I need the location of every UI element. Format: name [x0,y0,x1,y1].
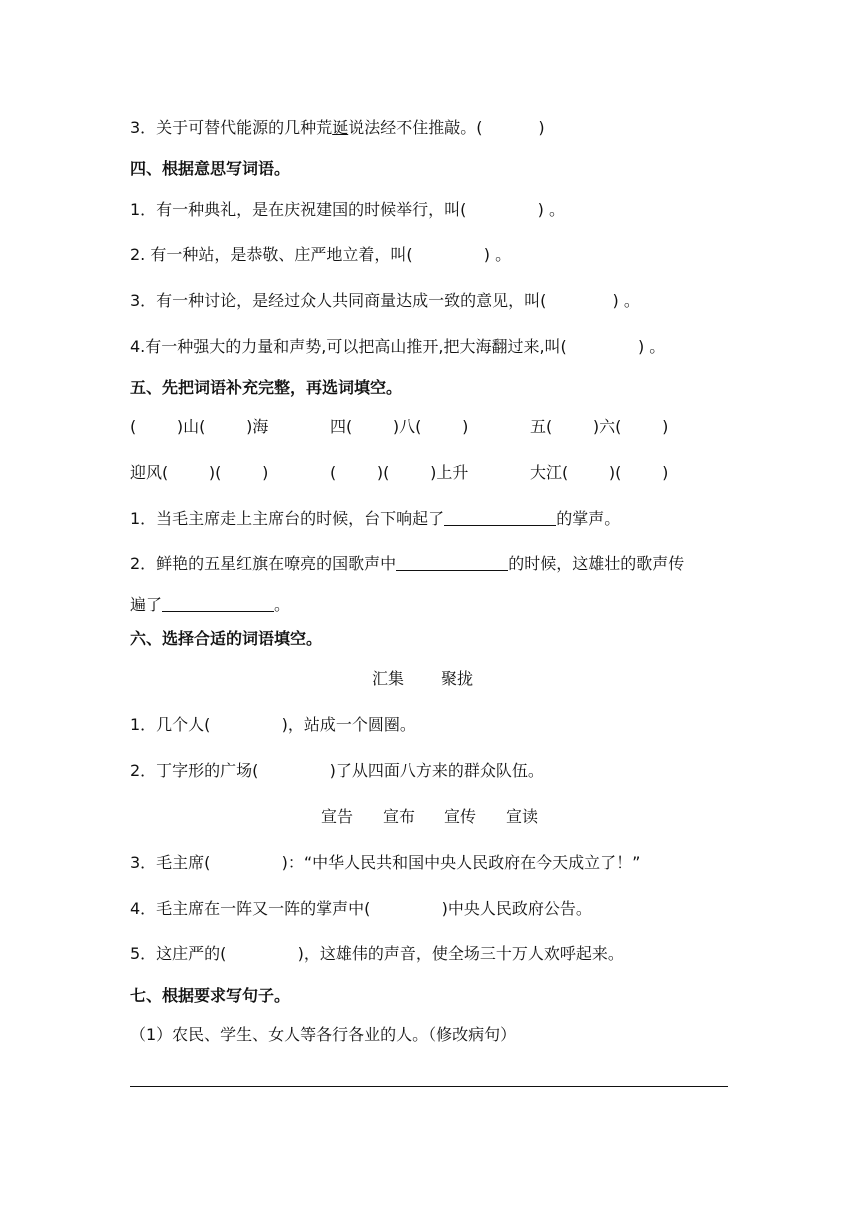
idiom-6: 大江( )( ) [530,463,669,482]
answer-writing-line[interactable] [130,1086,728,1087]
sec5-q1: 1．当毛主席走上主席台的时候，台下响起了 的掌声。 [130,509,621,528]
word-choice-1: 汇集 [372,669,405,688]
sec4-item-4: 4.有一种强大的力量和声势,可以把高山推开,把大海翻过来,叫( ) 。 [130,337,666,356]
answer-blank[interactable] [396,554,508,571]
sec4-item-1: 1．有一种典礼，是在庆祝建国的时候举行，叫( ) 。 [130,200,565,219]
sec6-item-1: 1．几个人( )，站成一个圆圈。 [130,715,416,734]
sec6-item-3: 3．毛主席( )：“中华人民共和国中央人民政府在今天成立了！” [130,853,641,872]
sec4-item-3: 3．有一种讨论，是经过众人共同商量达成一致的意见，叫( ) 。 [130,291,640,310]
word-choice-5: 宣传 [444,807,477,826]
section-5-title: 五、先把词语补充完整，再选词填空。 [130,378,403,397]
section-4-title: 四、根据意思写词语。 [130,159,291,178]
answer-blank[interactable] [444,509,556,526]
idiom-1: ( )山( )海 [130,417,269,436]
word-choice-3: 宣告 [321,807,354,826]
sec7-q1: （1）农民、学生、女人等各行各业的人。（修改病句） [130,1025,517,1044]
answer-blank[interactable] [162,595,274,612]
sec5-q2-cont: 遍了 。 [130,595,291,614]
sec6-item-4: 4．毛主席在一阵又一阵的掌声中( )中央人民政府公告。 [130,899,592,918]
word-choice-4: 宣布 [383,807,416,826]
word-choice-2: 聚拢 [441,669,474,688]
sec6-item-2: 2．丁字形的广场( )了从四面八方来的群众队伍。 [130,761,544,780]
sec5-q2: 2．鲜艳的五星红旗在嘹亮的国歌声中 的时候，这雄壮的歌声传 [130,554,685,573]
section-7-title: 七、根据要求写句子。 [130,986,291,1005]
idiom-5: ( )( )上升 [330,463,469,482]
section-6-title: 六、选择合适的词语填空。 [130,629,323,648]
sec4-item-2: 2. 有一种站，是恭敬、庄严地立着，叫( ) 。 [130,245,512,264]
sec6-item-5: 5．这庄严的( )，这雄伟的声音，使全场三十万人欢呼起来。 [130,944,624,963]
question-3: 3．关于可替代能源的几种荒诞说法经不住推敲。( ) [130,118,545,137]
idiom-2: 四( )八( ) [330,417,469,436]
idiom-3: 五( )六( ) [530,417,669,436]
word-choice-6: 宣读 [506,807,539,826]
idiom-4: 迎风( )( ) [130,463,269,482]
